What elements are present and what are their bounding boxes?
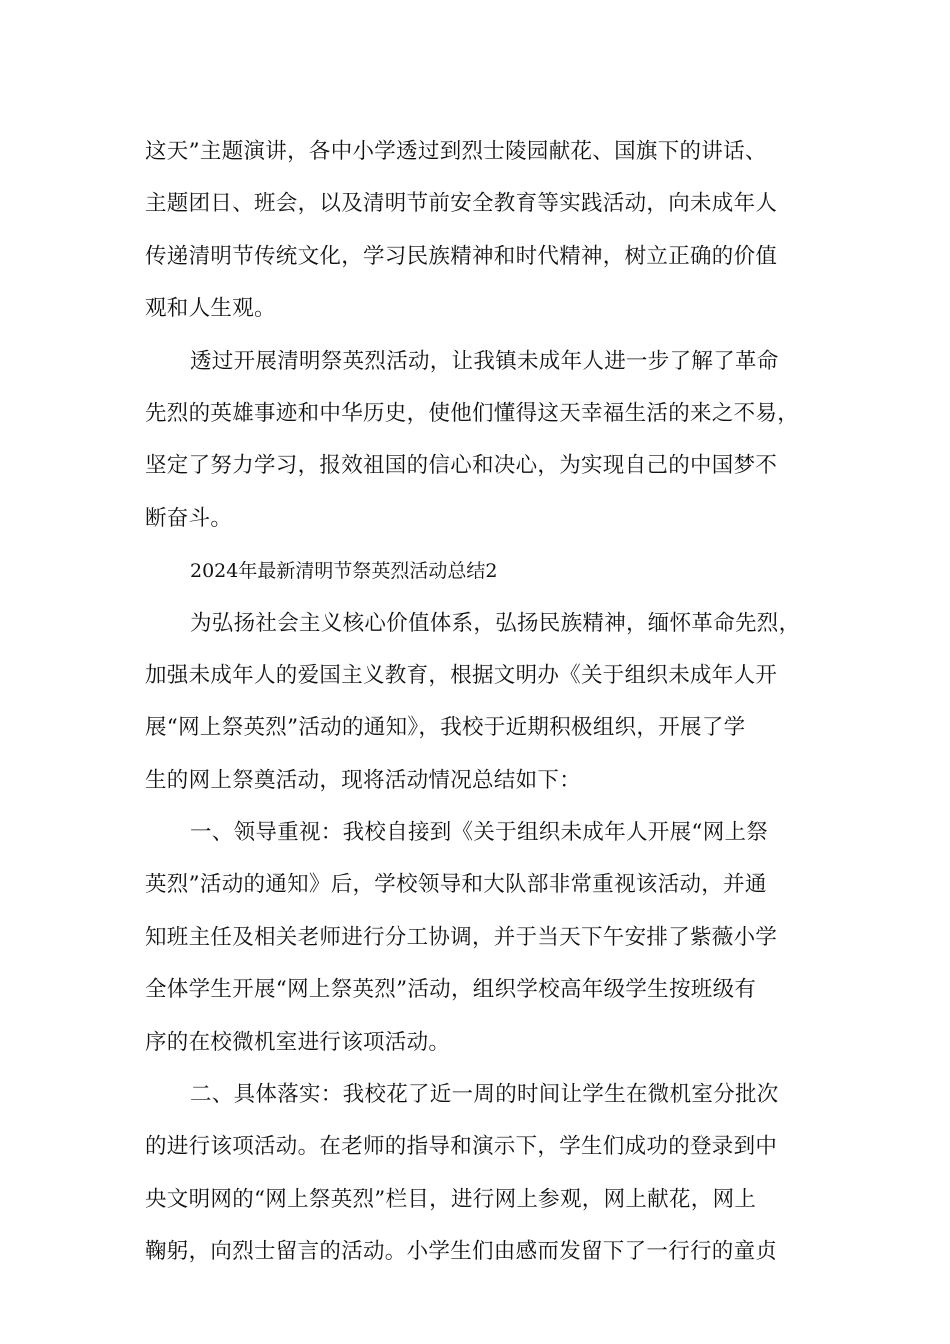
paragraph-line: 英烈”活动的通知》后，学校领导和大队部非常重视该活动，并通 <box>145 872 767 898</box>
document-body <box>145 126 830 1279</box>
paragraph-line: 观和人生观。 <box>145 296 276 322</box>
paragraph-line: 先烈的英雄事迹和中华历史，使他们懂得这天幸福生活的来之不易， <box>145 400 800 426</box>
section-heading: 2024年最新清明节祭英烈活动总结2 <box>190 560 498 583</box>
paragraph-line: 加强未成年人的爱国主义教育，根据文明办《关于组织未成年人开 <box>145 662 778 688</box>
paragraph-line: 知班主任及相关老师进行分工协调，并于当天下午安排了紫薇小学 <box>145 924 778 950</box>
paragraph-line: 的进行该项活动。在老师的指导和演示下，学生们成功的登录到中 <box>145 1134 778 1160</box>
paragraph-line: 主题团日、班会，以及清明节前安全教育等实践活动，向未成年人 <box>145 191 778 217</box>
paragraph-line: 生的网上祭奠活动，现将活动情况总结如下： <box>145 767 582 793</box>
paragraph-line: 传递清明节传统文化，学习民族精神和时代精神，树立正确的价值 <box>145 243 778 269</box>
paragraph-line: 央文明网的“网上祭英烈”栏目，进行网上参观，网上献花，网上 <box>145 1186 757 1212</box>
paragraph-line: 一、领导重视：我校自接到《关于组织未成年人开展“网上祭 <box>190 820 769 846</box>
paragraph-line: 透过开展清明祭英烈活动，让我镇未成年人进一步了解了革命 <box>190 348 779 374</box>
paragraph-line: 坚定了努力学习，报效祖国的信心和决心，为实现自己的中国梦不 <box>145 453 778 479</box>
paragraph-line: 鞠躬，向烈士留言的活动。小学生们由感而发留下了一行行的童贞 <box>145 1239 778 1265</box>
paragraph-line: 序的在校微机室进行该项活动。 <box>145 1029 451 1055</box>
paragraph-line: 断奋斗。 <box>145 505 233 531</box>
paragraph-line: 为弘扬社会主义核心价值体系，弘扬民族精神，缅怀革命先烈， <box>190 610 801 636</box>
paragraph-line: 全体学生开展“网上祭英烈”活动，组织学校高年级学生按班级有 <box>145 977 757 1003</box>
paragraph-line: 这天”主题演讲，各中小学透过到烈士陵园献花、国旗下的讲话、 <box>145 139 767 164</box>
paragraph-line: 展“网上祭英烈”活动的通知》，我校于近期积极组织，开展了学 <box>145 715 746 741</box>
paragraph-line: 二、具体落实：我校花了近一周的时间让学生在微机室分批次 <box>190 1082 779 1108</box>
